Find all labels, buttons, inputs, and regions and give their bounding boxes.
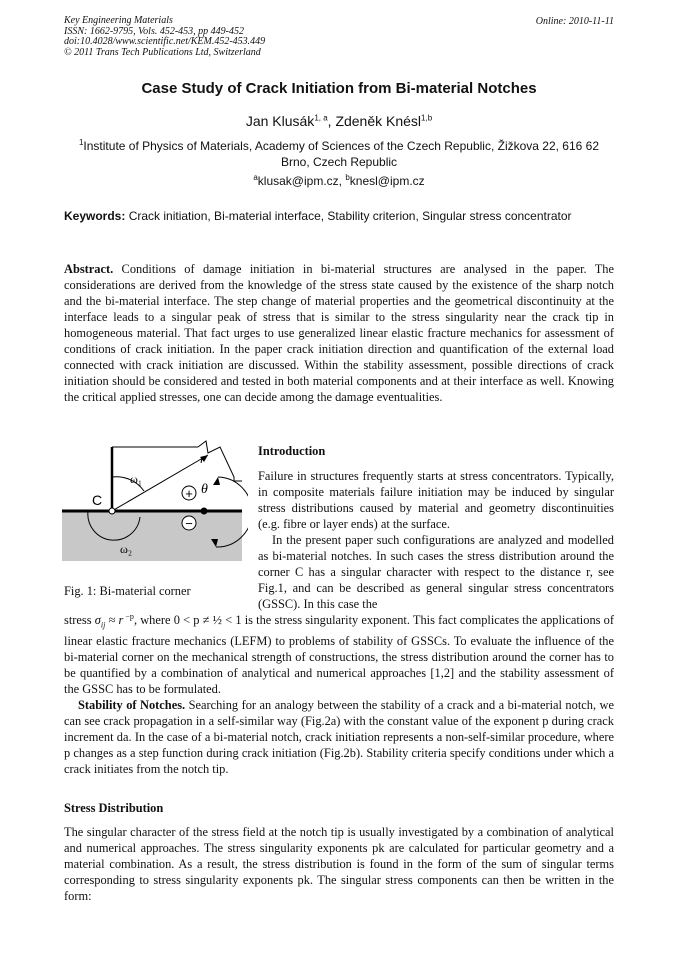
author-2-sup: 1,b (421, 113, 433, 123)
stress-word: stress (64, 613, 95, 627)
omega1-label: ω₁ (130, 472, 143, 486)
paper-title: Case Study of Crack Initiation from Bi-material Notches (141, 80, 537, 97)
introduction-heading (258, 443, 614, 459)
introduction-heading-text: Introduction (258, 444, 326, 458)
authors (0, 113, 678, 129)
abstract (64, 261, 614, 405)
keywords-label: Keywords: (64, 209, 126, 223)
formula-sub: ij (100, 620, 106, 630)
lower-material (62, 511, 242, 561)
journal-copyright: © 2011 Trans Tech Publications Ltd, Switzerland (64, 46, 261, 58)
formula-sigma: σ (94, 613, 101, 627)
keywords (64, 209, 614, 223)
corner-c-label: C (92, 492, 103, 508)
emails (0, 174, 678, 188)
author-1: Jan Klusák (245, 113, 315, 129)
omega2-label: ω₂ (120, 542, 133, 556)
affiliation-sup: 1 (78, 138, 84, 147)
theta-arrow-top (213, 477, 220, 485)
stability-paragraph (64, 697, 614, 777)
r-vector (112, 455, 208, 511)
theta-label: θ (201, 482, 208, 497)
author-1-sup: 1, a (314, 113, 328, 123)
email-b: knesl@ipm.cz (349, 174, 425, 188)
affiliation-text: Institute of Physics of Materials, Academy of Sciences of the Czech Republic, Žižkova 22, 616 62 Brno, Czech Republic (83, 139, 600, 169)
figure-caption: Fig. 1: Bi-material corner (64, 584, 191, 598)
introduction-p1: Failure in structures frequently starts at stress concentrators. Typically, in composite materials failure initiation may be induced by singular stress distributions caused by material and geometry discontinuities (e.g. fibre or layer ends) at the surface. (258, 469, 614, 531)
stress-heading-text: Stress Distribution (64, 801, 164, 815)
stress-heading (64, 800, 614, 816)
online-date: Online: 2010-11-11 (535, 16, 614, 27)
crack-tip-point (201, 508, 208, 515)
author-2: Zdeněk Knésl (335, 113, 422, 129)
affiliation (64, 138, 614, 170)
introduction-p2: In the present paper such configurations are analyzed and modelled as bi-material notches. In such cases the stress distribution around the corner C has a singular character with respect to the distance r, see Fig.1, and can be described as general singular stress concentrators (GSSC). In this case the (258, 533, 614, 611)
journal-name: Key Engineering Materials (64, 15, 173, 26)
minus-label: − (185, 516, 193, 531)
formula-exp: −p (123, 611, 134, 621)
figure-bimaterial-corner (58, 437, 248, 587)
corner-point (109, 508, 115, 514)
email-a: klusak@ipm.cz, (257, 174, 346, 188)
author-separator: , (327, 113, 336, 129)
abstract-text: Conditions of damage initiation in bi-material structures are analysed in the paper. The considerations are derived from the knowledge of the stress state caused by the existence of the sharp notch and the bi-material interface. The step change of material properties and the geometrical discontinuity at the interface leads to a singular peak of stress that is similar to the stress singularity near the crack tip in homogeneous material. That fact urges to use generalized linear elastic fracture mechanics for assessment of conditions of crack initiation. In the paper crack initiation direction and quantification of the external load connected with crack initiation are discussed. Within the stability assessment, possible directions of crack initiation should be considered and tested in both material components and at their interface as well. Knowing the critical applied stresses, one can decide among the damage eventualities. (64, 262, 614, 404)
keywords-text: Crack initiation, Bi-material interface, Stability criterion, Singular stress concentrator (125, 209, 572, 223)
introduction-p2-continued (64, 612, 614, 697)
stability-label: Stability of Notches. (78, 698, 186, 712)
journal-header (64, 16, 265, 58)
plus-label: + (185, 486, 193, 501)
abstract-label: Abstract. (64, 262, 114, 276)
email-a-sup: a (253, 173, 258, 182)
journal-doi: doi:10.4028/www.scientific.net/KEM.452-453.449 (64, 36, 266, 48)
stress-paragraph: The singular character of the stress field at the notch tip is usually investigated by a combination of analytical and numerical approaches. The stress singularity exponents pk are calculated for particular geometry and a material combination. As a result, the stress distribution is found in the form of the sum of singular terms corresponding to stress singularity exponents pk. The singular stress components can then be written in the form: (64, 825, 614, 903)
email-b-sup: b (345, 173, 350, 182)
stability-text: Searching for an analogy between the stability of a crack and a bi-material notch, we can see crack propagation in a self-similar way (Fig.2a) with the constant value of the exponent p during crack increment da. In the case of a bi-material notch, crack initiation represents a non-self-similar procedure, where p changes as a step function during crack initiation (Fig.2b). Stability criteria specify conditions under which a crack initiates from the notch tip. (64, 698, 614, 776)
r-label: r (200, 451, 206, 466)
formula-rest: ≈ r (105, 613, 124, 627)
stress-continued-text: , where 0 < p ≠ ½ < 1 is the stress singularity exponent. This fact complicates the applications of linear elastic fracture mechanics (LEFM) to problems of stability of GSSCs. To evaluate the influence of the bi-material corner on the mechanical strength of constructions, the stress distribution around the corner has to be quantified by a combination of analytical and numerical approaches [1,2] and the stability assessment of the GSSC has to be formulated. (64, 613, 614, 697)
journal-issn: ISSN: 1662-9795, Vols. 452-453, pp 449-452 (64, 25, 244, 37)
